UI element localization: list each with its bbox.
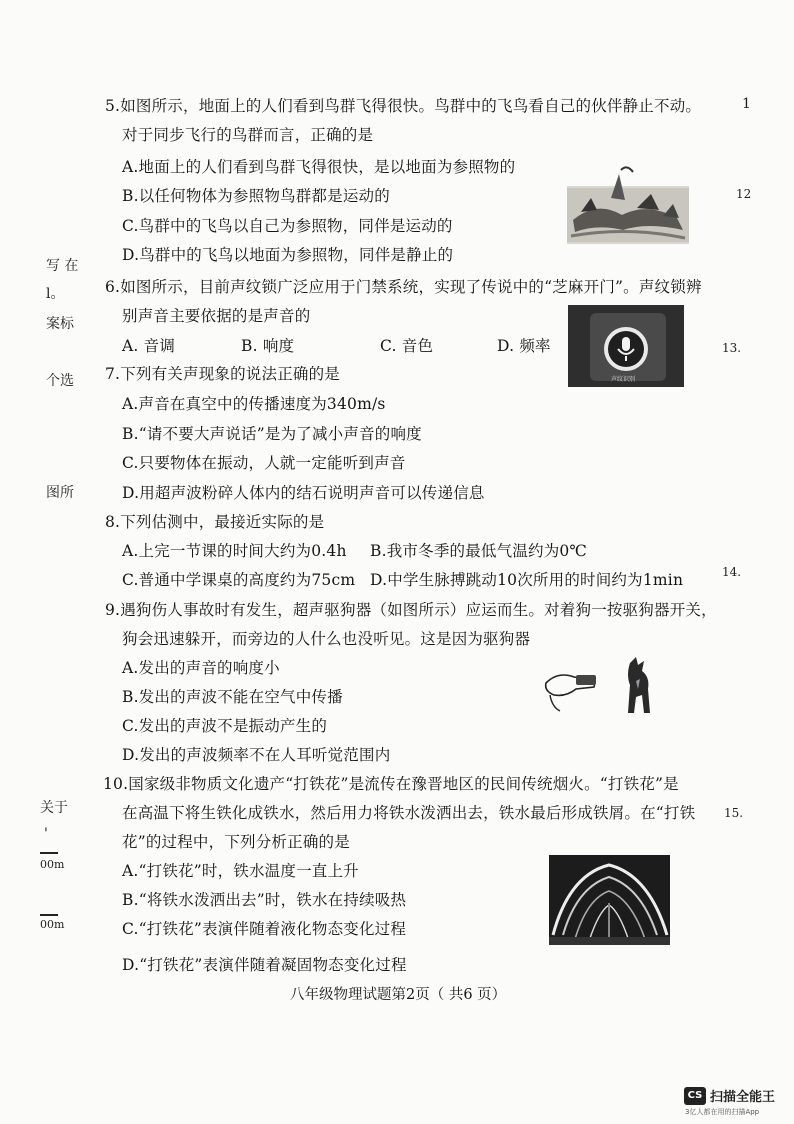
q5-birds-figure: [567, 160, 689, 244]
page-footer: 八年级物理试题第2页（ 共6 页）: [290, 987, 507, 1003]
q9-dog-repeller-figure: [540, 655, 670, 717]
right-margin-fragment: 14.: [722, 565, 742, 579]
q5-stem-line2: 对于同步飞行的鸟群而言，正确的是: [122, 126, 374, 144]
q6-option-a: A. 音调: [122, 337, 176, 355]
q8-option-a: A.上完一节课的时间大约为0.4h: [122, 542, 347, 560]
q6-voice-lock-figure: [568, 305, 684, 387]
q8-stem: 8.下列估测中，最接近实际的是: [105, 513, 325, 531]
q8-option-b: B.我市冬季的最低气温约为0℃: [370, 542, 588, 560]
q10-stem-line3: 花”的过程中，下列分析正确的是: [122, 833, 350, 851]
right-margin-fragment: 15.: [724, 806, 744, 820]
q9-option-a: A.发出的声音的响度小: [122, 659, 280, 677]
left-margin-fragment: 个选: [46, 373, 74, 389]
left-margin-fragment: 00m: [40, 918, 65, 931]
q10-option-a: A.“打铁花”时，铁水温度一直上升: [122, 862, 359, 880]
scanner-name: 扫描全能王: [710, 1090, 776, 1105]
q10-stem-line1: 10.国家级非物质文化遗产“打铁花”是流传在豫晋地区的民间传统烟火。“打铁花”是: [103, 775, 679, 793]
q7-option-b: B.“请不要大声说话”是为了减小声音的响度: [122, 425, 422, 443]
scanner-logo-badge: CS: [687, 1090, 703, 1101]
left-margin-fragment: 00m: [40, 858, 65, 871]
margin-rule: [40, 852, 58, 854]
q10-stem-line2: 在高温下将生铁化成铁水，然后用力将铁水泼洒出去，铁水最后形成铁屑。在“打铁: [122, 804, 696, 822]
margin-rule: [40, 914, 58, 916]
q5-option-a: A.地面上的人们看到鸟群飞得很快，是以地面为参照物的: [122, 158, 516, 176]
q7-option-c: C.只要物体在振动，人就一定能听到声音: [122, 454, 406, 472]
left-margin-fragment: l。: [46, 286, 65, 302]
scanner-logo: [684, 1087, 706, 1105]
right-margin-fragment: 13.: [722, 341, 742, 355]
q9-option-b: B.发出的声波不能在空气中传播: [122, 688, 343, 706]
q6-stem-line2: 别声音主要依据的是声音的: [122, 307, 311, 325]
q7-stem: 7.下列有关声现象的说法正确的是: [105, 365, 340, 383]
q6-option-b: B. 响度: [241, 337, 295, 355]
q5-option-d: D.鸟群中的飞鸟以地面为参照物，同伴是静止的: [122, 246, 454, 264]
q6-screen-text: 声纹识别: [611, 376, 636, 383]
q8-option-c: C.普通中学课桌的高度约为75cm: [122, 571, 356, 589]
left-margin-fragment: 写 在: [46, 258, 79, 274]
left-margin-fragment: 图所: [46, 485, 74, 501]
q10-option-c: C.“打铁花”表演伴随着液化物态变化过程: [122, 920, 407, 938]
q7-option-a: A.声音在真空中的传播速度为340m/s: [122, 395, 386, 413]
q9-stem-line1: 9.遇狗伤人事故时有发生，超声驱狗器（如图所示）应运而生。对着狗一按驱狗器开关，: [105, 601, 717, 619]
q5-option-b: B.以任何物体为参照物鸟群都是运动的: [122, 187, 390, 205]
right-margin-fragment: 12: [736, 187, 752, 201]
q9-option-c: C.发出的声波不是振动产生的: [122, 717, 328, 735]
q5-stem-line1: 5.如图所示，地面上的人们看到鸟群飞得很快。鸟群中的飞鸟看自己的伙伴静止不动。: [105, 97, 702, 115]
right-margin-fragment: 1: [742, 96, 751, 112]
q6-stem-line1: 6.如图所示，目前声纹锁广泛应用于门禁系统，实现了传说中的“芝麻开门”。声纹锁辨: [105, 278, 702, 296]
q7-option-d: D.用超声波粉碎人体内的结石说明声音可以传递信息: [122, 484, 485, 502]
q9-stem-line2: 狗会迅速躲开，而旁边的人什么也没听见。这是因为驱狗器: [122, 630, 531, 648]
q9-option-d: D.发出的声波频率不在人耳听觉范围内: [122, 746, 391, 764]
q10-option-d: D.“打铁花”表演伴随着凝固物态变化过程: [122, 956, 407, 974]
q5-option-c: C.鸟群中的飞鸟以自己为参照物，同伴是运动的: [122, 217, 453, 235]
q6-option-c: C. 音色: [380, 337, 434, 355]
q10-option-b: B.“将铁水泼洒出去”时，铁水在持续吸热: [122, 891, 407, 909]
left-margin-fragment: 案标: [46, 316, 74, 332]
q10-iron-sparks-figure: [549, 855, 670, 945]
q6-option-d: D. 频率: [497, 337, 551, 355]
left-margin-fragment: 关于: [40, 800, 68, 816]
scanner-tagline: 3亿人都在用的扫描App: [685, 1108, 760, 1116]
q8-option-d: D.中学生脉搏跳动10次所用的时间约为1min: [370, 571, 684, 589]
left-margin-fragment: ': [44, 826, 48, 842]
